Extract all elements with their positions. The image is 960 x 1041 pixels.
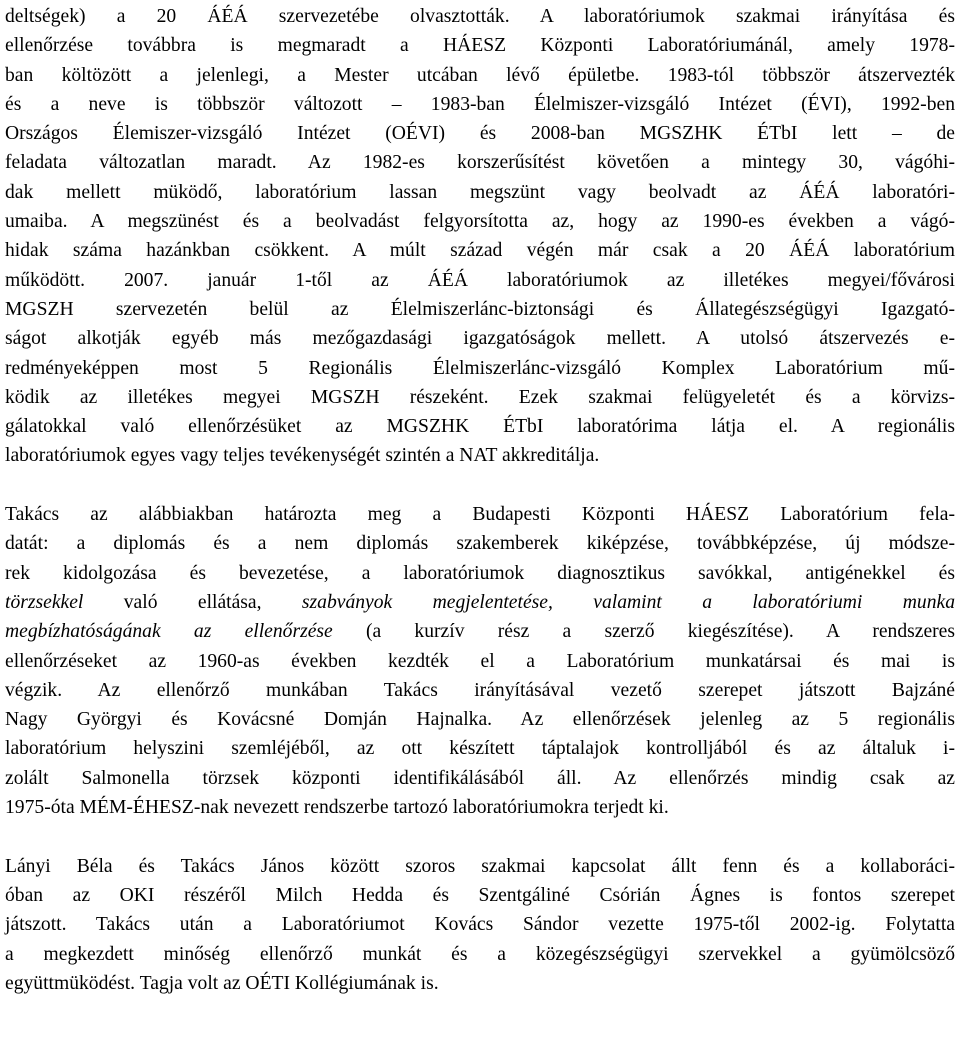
text-run: redményeképpen most 5 Regionális Élelmiszerlánc-vizsgáló Komplex Laboratórium mű- — [5, 357, 955, 379]
text-line — [5, 529, 955, 558]
text-run: Országos Élemiszer-vizsgáló Intézet (OÉVI) és 2008-ban MGSZHK ÉTbI lett – de — [5, 123, 955, 145]
text-line — [5, 734, 955, 763]
text-line — [5, 617, 955, 646]
text-line — [5, 910, 955, 939]
text-run: Nagy Györgyi és Kovácsné Domján Hajnalka. Az ellenőrzések jelenleg az 5 regionális — [5, 709, 955, 731]
text-run: a megkezdett minőség ellenőrző munkát és a közegészségügyi szervekkel a gyümölcsöző — [5, 943, 955, 965]
text-run: való ellátása, — [83, 591, 302, 613]
text-run: ellenőrzése továbbra is megmaradt a HÁESZ Központi Laboratóriumánál, amely 1978- — [5, 35, 955, 57]
text-run: zolált Salmonella törzsek központi identifikálásából áll. Az ellenőrzés mindig csak az — [5, 767, 955, 789]
text-run: ságot alkotják egyéb más mezőgazdasági igazgatóságok mellett. A utolsó átszervezés e- — [5, 328, 955, 350]
text-line — [5, 969, 955, 998]
paragraph — [5, 852, 955, 998]
text-line — [5, 61, 955, 90]
text-run: ban költözött a jelenlegi, a Mester utcában lévő épületbe. 1983-tól többször átszervezték — [5, 64, 955, 86]
text-run: gálatokkal való ellenőrzésüket az MGSZHK ÉTbI laboratórima látja el. A regionális — [5, 416, 955, 438]
text-line — [5, 647, 955, 676]
document-page — [5, 2, 955, 998]
italic-run: megbízhatóságának az ellenőrzése — [5, 621, 333, 643]
text-run: datát: a diplomás és a nem diplomás szakemberek kiképzése, továbbképzése, új módsze- — [5, 533, 955, 555]
text-run: Lányi Béla és Takács János között szoros szakmai kapcsolat állt fenn és a kollaboráci- — [5, 855, 955, 877]
text-line — [5, 354, 955, 383]
text-line — [5, 236, 955, 265]
text-run: dak mellett müködő, laboratórium lassan megszünt vagy beolvadt az ÁÉÁ laboratóri- — [5, 181, 955, 203]
text-run: rek kidolgozása és bevezetése, a laboratóriumok diagnosztikus savókkal, antigénekkel és — [5, 562, 955, 584]
text-run: hidak száma hazánkban csökkent. A múlt század végén már csak a 20 ÁÉÁ laboratórium — [5, 240, 955, 262]
text-run: óban az OKI részéről Milch Hedda és Szentgáliné Csórián Ágnes is fontos szerepet — [5, 884, 955, 906]
paragraph — [5, 500, 955, 822]
text-run: játszott. Takács után a Laboratóriumot Kovács Sándor vezette 1975-től 2002-ig. Folytatta — [5, 914, 955, 936]
text-line — [5, 441, 955, 470]
text-line — [5, 266, 955, 295]
text-run: működött. 2007. január 1-től az ÁÉÁ laboratóriumok az illetékes megyei/fővárosi — [5, 269, 955, 291]
text-run: 1975-óta MÉM-ÉHESZ-nak nevezett rendszerbe tartozó laboratóriumokra terjedt ki. — [5, 797, 669, 819]
text-line — [5, 148, 955, 177]
text-line — [5, 383, 955, 412]
text-line — [5, 2, 955, 31]
paragraph — [5, 2, 955, 471]
text-line — [5, 940, 955, 969]
text-run: ködik az illetékes megyei MGSZH részeként. Ezek szakmai felügyeletét és a körvizs- — [5, 386, 955, 408]
text-line — [5, 31, 955, 60]
text-line — [5, 559, 955, 588]
text-run: umaiba. A megszünést és a beolvadást felgyorsította az, hogy az 1990-es években a vágó- — [5, 211, 955, 233]
text-run: laboratórium helyszini szemléjéből, az ott készített táptalajok kontrolljából és az általuk i- — [5, 738, 955, 760]
text-run: ellenőrzéseket az 1960-as években kezdték el a Laboratórium munkatársai és mai is — [5, 650, 955, 672]
text-line — [5, 324, 955, 353]
text-run: (a kurzív rész a szerző kiegészítése). A rendszeres — [332, 621, 955, 643]
italic-run: szabványok megjelentetése, valamint a laboratóriumi munka — [301, 591, 955, 613]
text-line — [5, 705, 955, 734]
text-line — [5, 793, 955, 822]
text-line — [5, 412, 955, 441]
text-line — [5, 90, 955, 119]
text-line — [5, 764, 955, 793]
text-line — [5, 207, 955, 236]
text-run: együttmüködést. Tagja volt az OÉTI Kollégiumának is. — [5, 972, 439, 994]
text-run: Takács az alábbiakban határozta meg a Budapesti Központi HÁESZ Laboratórium fela- — [5, 504, 955, 526]
text-line — [5, 588, 955, 617]
text-line — [5, 881, 955, 910]
text-run: és a neve is többször változott – 1983-ban Élelmiszer-vizsgáló Intézet (ÉVI), 1992-ben — [5, 93, 955, 115]
text-line — [5, 178, 955, 207]
text-run: MGSZH szervezetén belül az Élelmiszerlánc-biztonsági és Állategészségügyi Igazgató- — [5, 298, 955, 320]
text-line — [5, 676, 955, 705]
text-run: laboratóriumok egyes vagy teljes tevékenységét szintén a NAT akkreditálja. — [5, 445, 600, 467]
text-run: feladata változatlan maradt. Az 1982-es korszerűsítést követően a mintegy 30, vágóhi- — [5, 152, 955, 174]
text-line — [5, 119, 955, 148]
italic-run: törzsekkel — [5, 591, 84, 613]
text-line — [5, 295, 955, 324]
text-run: deltségek) a 20 ÁÉÁ szervezetébe olvasztották. A laboratóriumok szakmai irányítása és — [5, 6, 955, 27]
text-line — [5, 500, 955, 529]
text-run: végzik. Az ellenőrző munkában Takács irányításával vezető szerepet játszott Bajzáné — [5, 679, 955, 701]
text-line — [5, 852, 955, 881]
